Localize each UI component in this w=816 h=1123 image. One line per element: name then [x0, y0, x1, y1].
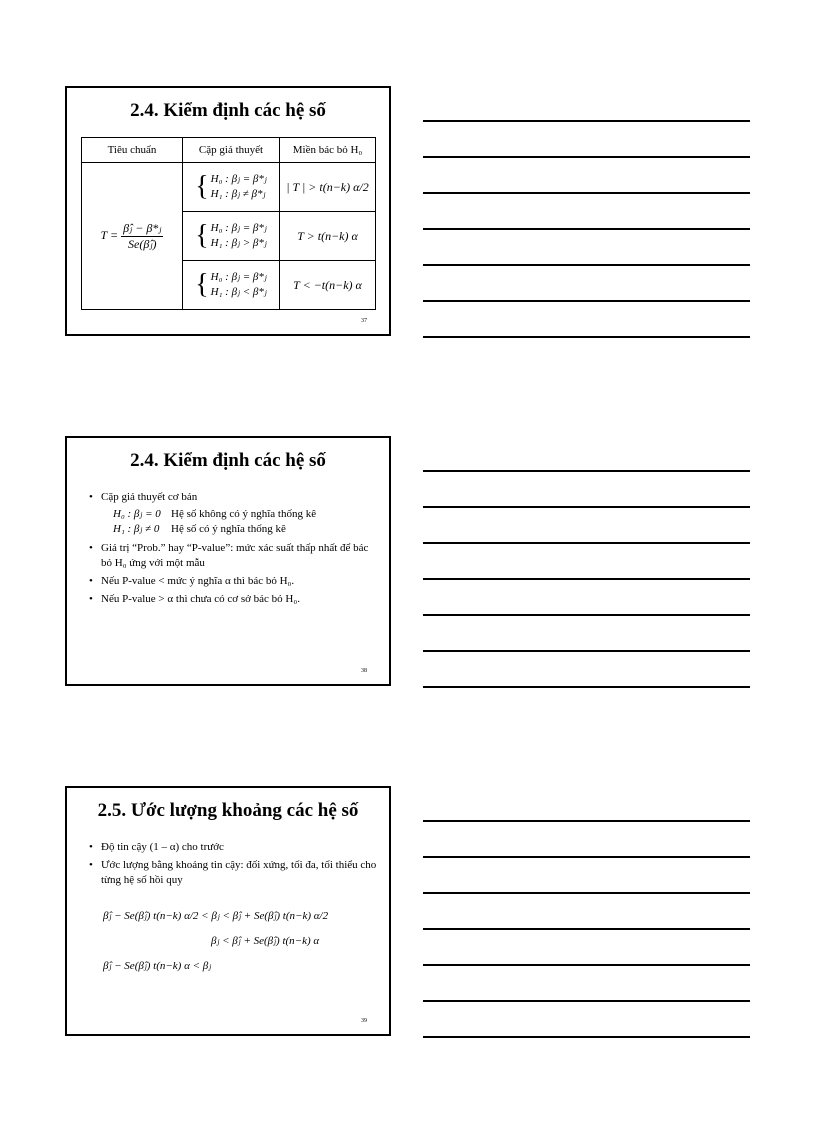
note-line	[423, 192, 750, 194]
h1-expr: H₁ : βⱼ < β*ⱼ	[210, 286, 267, 298]
note-line	[423, 1036, 750, 1038]
interval-min: β̂ⱼ − Se(β̂ⱼ) t(n−k) α < βⱼ	[103, 960, 212, 972]
statistic-numerator: β̂ⱼ − β*ⱼ	[123, 220, 162, 235]
table-row: { H₀ : βⱼ = β*ⱼ H₁ : βⱼ > β*ⱼ	[183, 212, 280, 261]
note-line	[423, 470, 750, 472]
note-line	[423, 820, 750, 822]
list-item: • Ước lượng bằng khoảng tin cậy: đối xứng, tối đa, tối thiểu cho từng hệ số hồi quy	[89, 858, 379, 888]
slide-title: 2.4. Kiểm định các hệ số	[130, 450, 326, 471]
table-header-criterion: Tiêu chuẩn	[82, 138, 183, 163]
note-line	[423, 264, 750, 266]
note-line	[423, 686, 750, 688]
table-header-hypotheses: Cặp giả thuyết	[183, 138, 280, 163]
list-item	[89, 490, 379, 537]
note-line	[423, 856, 750, 858]
rejection-region: T > t(n−k) α	[280, 212, 376, 261]
bullet-list	[89, 840, 379, 891]
h0-expr: H₀ : βⱼ = β*ⱼ	[210, 271, 267, 283]
list-item: • Độ tin cậy (1 – α) cho trước	[89, 840, 379, 855]
note-line	[423, 892, 750, 894]
note-line	[423, 506, 750, 508]
note-line	[423, 542, 750, 544]
note-line	[423, 228, 750, 230]
note-line	[423, 650, 750, 652]
test-statistic-cell	[82, 163, 183, 310]
table-row: { H₀ : βⱼ = β*ⱼ H₁ : βⱼ ≠ β*ⱼ	[183, 163, 280, 212]
note-line	[423, 120, 750, 122]
slide-title: 2.5. Ước lượng khoảng các hệ số	[97, 800, 359, 821]
h0-expr: H₀ : βⱼ = β*ⱼ	[210, 222, 267, 234]
slide-37	[65, 86, 391, 336]
note-line	[423, 1000, 750, 1002]
interval-max: βⱼ < β̂ⱼ + Se(β̂ⱼ) t(n−k) α	[211, 935, 320, 947]
note-line	[423, 614, 750, 616]
hypothesis-row	[113, 507, 379, 522]
note-line	[423, 156, 750, 158]
slide-38	[65, 436, 391, 686]
hypothesis-desc: Hệ số không có ý nghĩa thống kê	[171, 508, 317, 520]
slide-number: 39	[361, 1018, 367, 1024]
hypothesis-expr: H₀ : βⱼ = 0	[113, 508, 161, 520]
bullet-text: Cặp giả thuyết cơ bản	[101, 491, 198, 503]
confidence-intervals	[103, 904, 328, 979]
table-header-rejection-region: Miền bác bỏ H₀	[280, 138, 376, 163]
statistic-denominator: Se(β̂ⱼ)	[128, 236, 157, 251]
hypothesis-row	[113, 522, 379, 537]
slide-number: 37	[361, 318, 367, 324]
hypothesis-table	[81, 137, 376, 310]
rejection-region: T < −t(n−k) α	[280, 261, 376, 310]
slide-title: 2.4. Kiểm định các hệ số	[130, 100, 326, 121]
h0-expr: H₀ : βⱼ = β*ⱼ	[210, 173, 267, 185]
slide-number: 38	[361, 668, 367, 674]
h1-expr: H₁ : βⱼ ≠ β*ⱼ	[210, 188, 266, 200]
h1-expr: H₁ : βⱼ > β*ⱼ	[210, 237, 267, 249]
list-item: • Giá trị “Prob.” hay “P-value”: mức xác suất thấp nhất để bác bỏ H₀ ứng với một mẫu	[89, 541, 379, 571]
hypothesis-desc: Hệ số có ý nghĩa thống kê	[171, 523, 286, 535]
slide-39	[65, 786, 391, 1036]
test-statistic: T = $\frac{\text{β̂ⱼ − β*ⱼ}}{\text{Se(β̂ⱼ)}}$	[100, 220, 162, 251]
list-item: • Nếu P-value < mức ý nghĩa α thì bác bỏ H₀.	[89, 574, 379, 589]
list-item: • Nếu P-value > α thì chưa có cơ sở bác bỏ H₀.	[89, 592, 379, 607]
note-line	[423, 300, 750, 302]
basic-hypotheses	[113, 507, 379, 537]
note-line	[423, 964, 750, 966]
hypothesis-expr: H₁ : βⱼ ≠ 0	[113, 523, 160, 535]
rejection-region: | T | > t(n−k) α/2	[280, 163, 376, 212]
note-line	[423, 336, 750, 338]
note-line	[423, 928, 750, 930]
bullet-list	[89, 490, 379, 610]
interval-symmetric: β̂ⱼ − Se(β̂ⱼ) t(n−k) α/2 < βⱼ < β̂ⱼ + Se(β̂ⱼ) t(n−k) α/2	[103, 910, 329, 922]
table-row: { H₀ : βⱼ = β*ⱼ H₁ : βⱼ < β*ⱼ	[183, 261, 280, 310]
note-line	[423, 578, 750, 580]
